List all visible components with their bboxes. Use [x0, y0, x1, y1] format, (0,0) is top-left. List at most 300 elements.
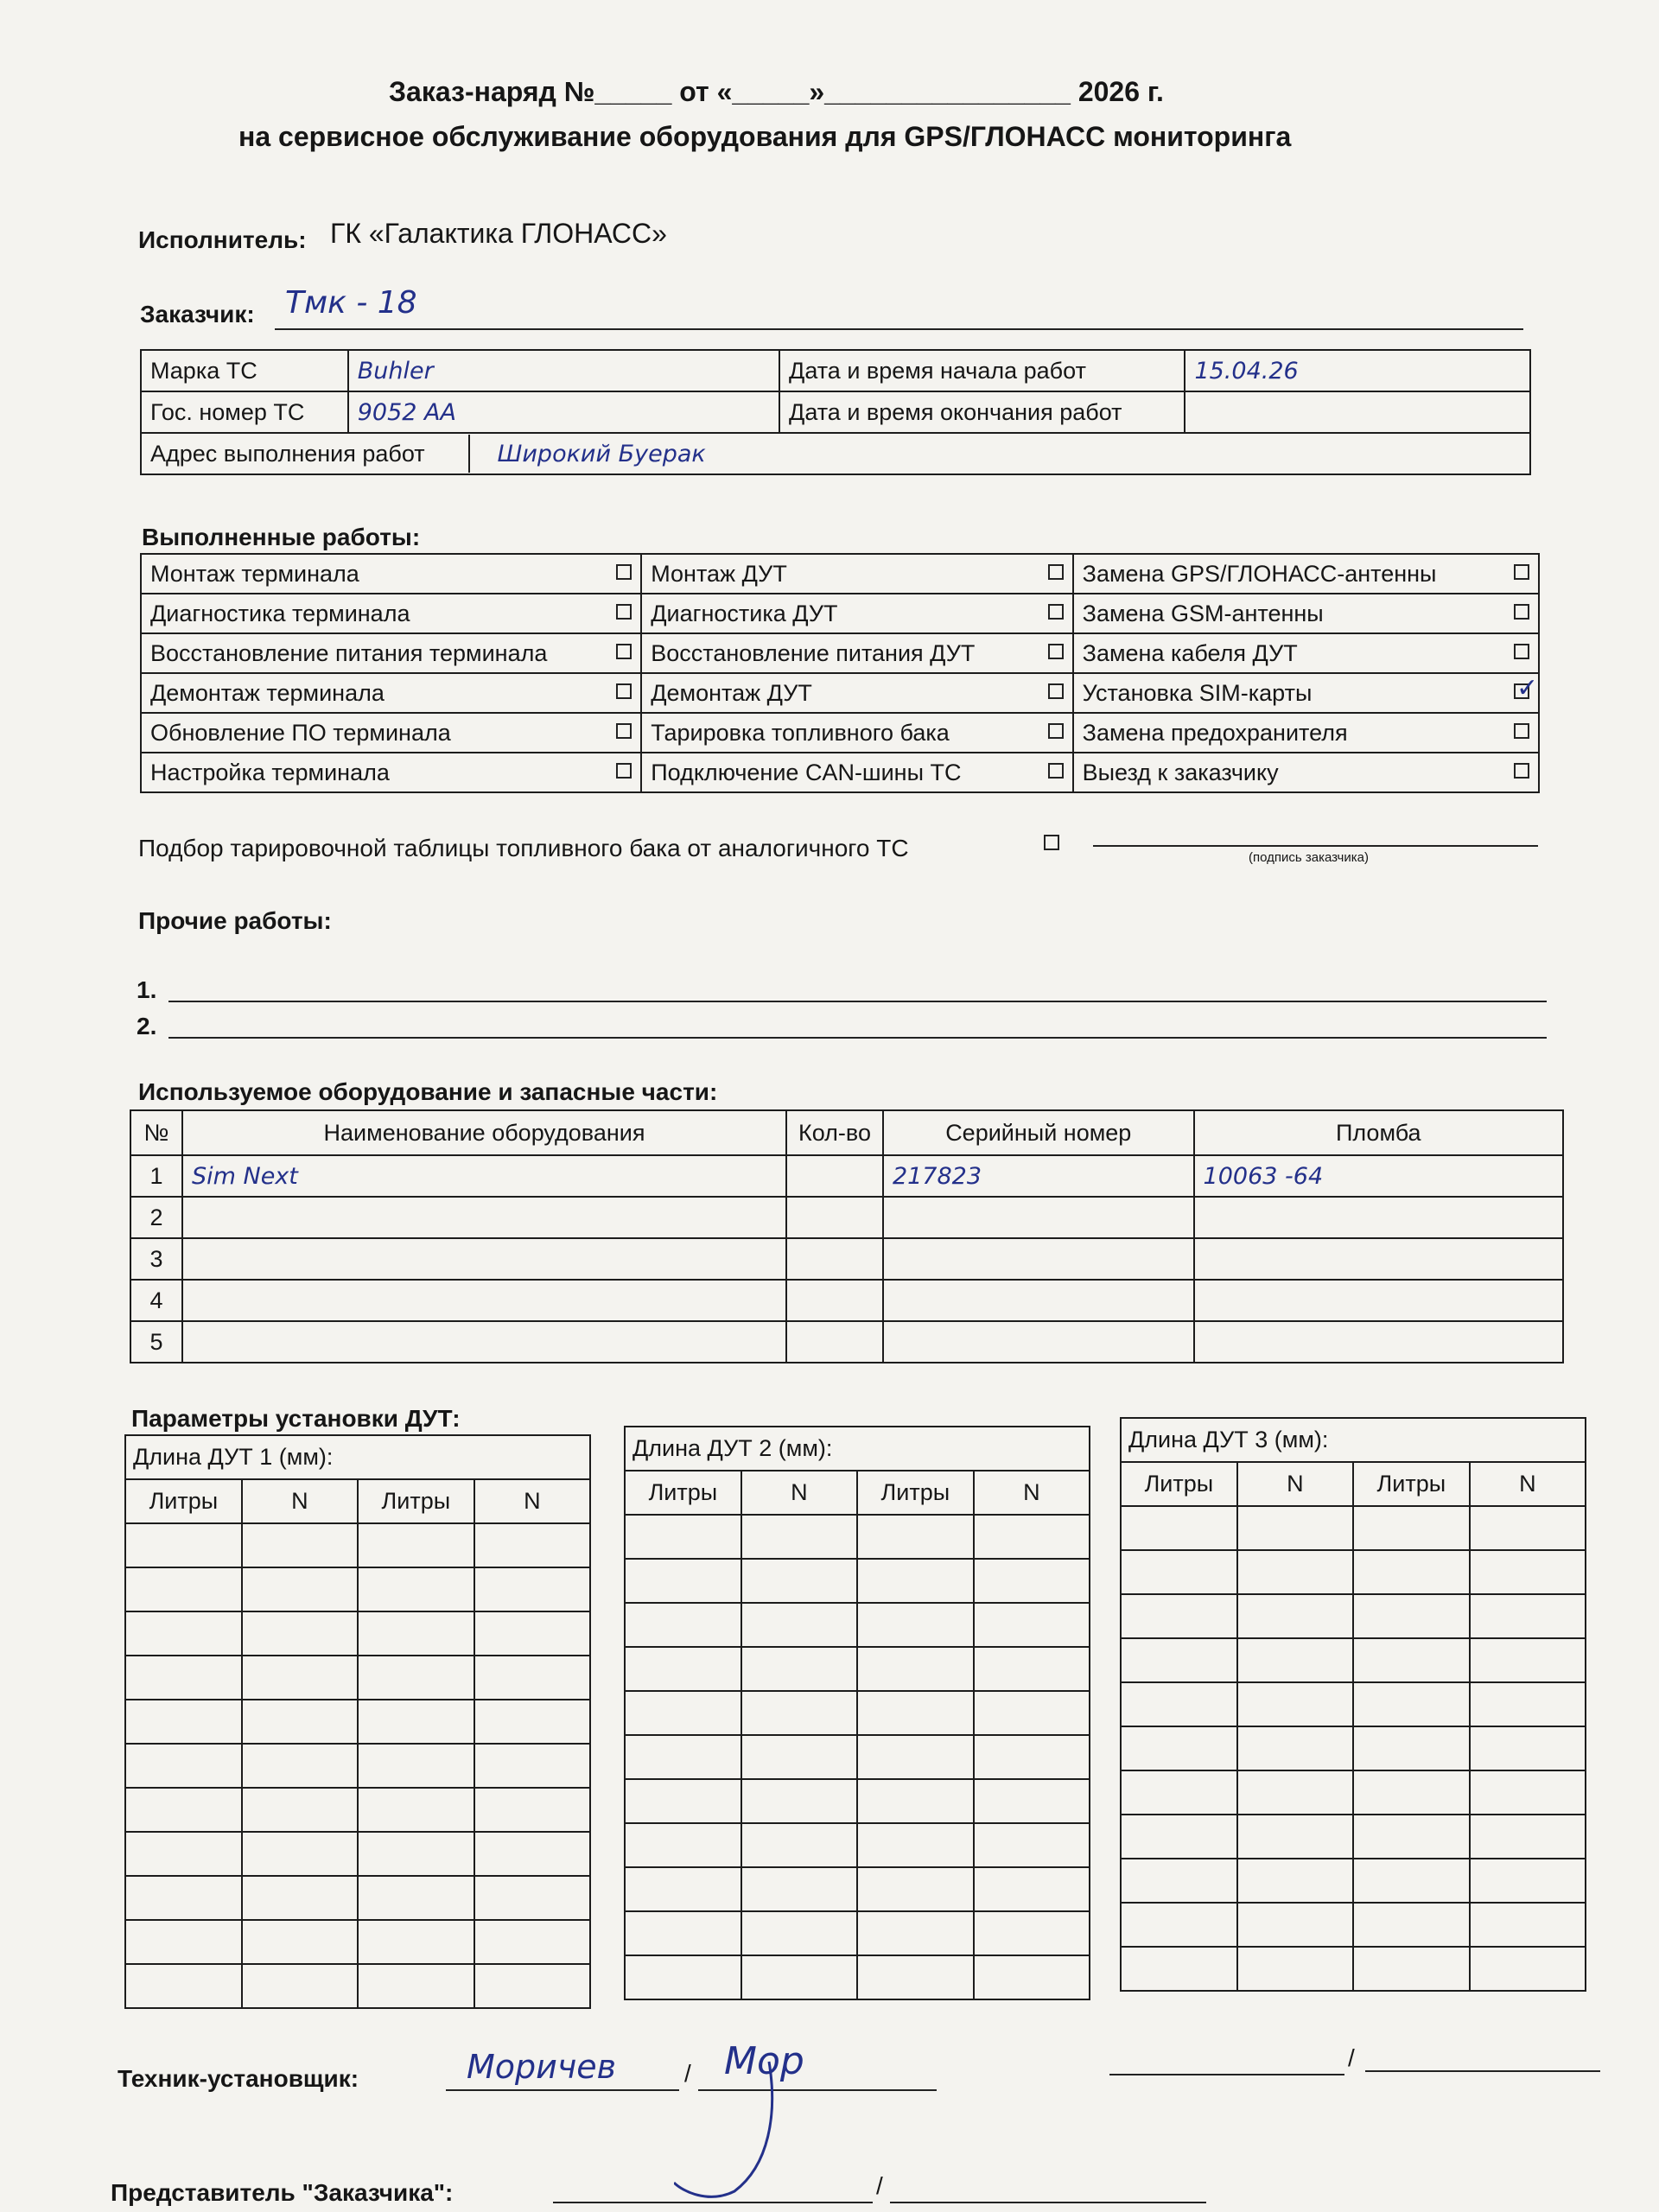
equipment-cell	[883, 1238, 1194, 1280]
dut-cell	[974, 1911, 1090, 1955]
dut-cell	[1470, 1903, 1586, 1947]
equipment-cell: 4	[130, 1280, 182, 1321]
dut-row	[625, 1603, 1090, 1647]
blank-line-1	[1109, 2074, 1344, 2075]
dut-cell	[741, 1823, 857, 1867]
work-item-label: Монтаж ДУТ	[651, 560, 787, 587]
dut-header-cell: Литры	[358, 1479, 474, 1523]
dut-cell	[242, 1964, 358, 2008]
dut-cell	[741, 1779, 857, 1823]
address-value: Широкий Буерак	[497, 441, 706, 467]
dut-cell	[242, 1523, 358, 1567]
dut-header-cell: Литры	[125, 1479, 242, 1523]
address-row	[141, 433, 1530, 474]
work-item-checkbox[interactable]	[1048, 763, 1064, 779]
dut-row	[125, 1788, 590, 1832]
dut-cell	[625, 1779, 741, 1823]
dut-cell	[358, 1744, 474, 1788]
work-item-checkbox[interactable]	[1048, 604, 1064, 620]
work-item-label: Диагностика терминала	[150, 600, 410, 626]
dut-cell	[358, 1964, 474, 2008]
dut-cell	[1470, 1550, 1586, 1594]
dut-cell	[625, 1867, 741, 1911]
dut-cell	[1353, 1859, 1470, 1903]
dut-cell	[1470, 1726, 1586, 1770]
dut-cell	[974, 1515, 1090, 1559]
dut-cell	[974, 1647, 1090, 1691]
dut-row	[1121, 1815, 1586, 1859]
dut-caption-row	[1121, 1418, 1586, 1462]
dut-cell	[625, 1603, 741, 1647]
work-item	[641, 713, 1072, 753]
dut-cell	[1121, 1550, 1237, 1594]
dut-row	[125, 1744, 590, 1788]
work-item-checkbox[interactable]	[1514, 723, 1529, 739]
work-item	[141, 673, 641, 713]
dut-row	[625, 1559, 1090, 1603]
dut-row	[625, 1735, 1090, 1779]
work-item	[1073, 673, 1539, 713]
work-item-label: Восстановление питания терминала	[150, 639, 548, 666]
dut-cell	[1237, 1638, 1353, 1682]
dut-cell	[625, 1823, 741, 1867]
work-item-label: Тарировка топливного бака	[651, 719, 950, 746]
dut-cell	[125, 1920, 242, 1964]
dut-cell	[242, 1920, 358, 1964]
equipment-row	[130, 1280, 1563, 1321]
dut-cell	[1470, 1770, 1586, 1815]
dut-cell	[1353, 1682, 1470, 1726]
dut-header-cell: Литры	[1121, 1462, 1237, 1506]
dut-cell	[1470, 1815, 1586, 1859]
dut-cell	[1237, 1859, 1353, 1903]
work-item	[641, 673, 1072, 713]
dut-header-cell: Литры	[625, 1471, 741, 1515]
dut-row	[125, 1523, 590, 1567]
equipment-cell: 3	[130, 1238, 182, 1280]
dut-row	[625, 1779, 1090, 1823]
dut-cell	[125, 1832, 242, 1876]
works-table	[140, 553, 1540, 793]
work-item-checkbox[interactable]	[616, 604, 632, 620]
doc-title-line1: Заказ-наряд №_____ от «_____»________________ 2026 г.	[389, 76, 1164, 107]
other-item-2: 2.	[137, 1013, 157, 1039]
dut-cell	[358, 1656, 474, 1700]
dut-cell	[625, 1735, 741, 1779]
dut-row	[1121, 1947, 1586, 1991]
dut-cell	[741, 1559, 857, 1603]
work-item-label: Восстановление питания ДУТ	[651, 639, 976, 666]
dut-header-cell: N	[974, 1471, 1090, 1515]
doc-title-line2: на сервисное обслуживание оборудования для GPS/ГЛОНАСС мониторинга	[238, 121, 1292, 152]
dut-cell	[125, 1656, 242, 1700]
dut-cell	[741, 1955, 857, 1999]
dut-cell	[857, 1867, 974, 1911]
dut-row	[625, 1647, 1090, 1691]
dut-cell	[741, 1515, 857, 1559]
work-item-checkbox[interactable]	[1514, 763, 1529, 779]
address-label: Адрес выполнения работ	[142, 435, 470, 473]
dut-cell	[857, 1823, 974, 1867]
dut-cell	[1237, 1682, 1353, 1726]
dut-row	[125, 1964, 590, 2008]
dut-cell	[741, 1691, 857, 1735]
work-item-checkbox[interactable]	[1048, 564, 1064, 580]
work-item-checkbox[interactable]	[616, 564, 632, 580]
dut-cell	[974, 1779, 1090, 1823]
tech-sign: Мор	[724, 2039, 804, 2083]
dut-caption: Длина ДУТ 1 (мм):	[125, 1435, 590, 1479]
dut-cell	[1470, 1947, 1586, 1991]
dut-row	[125, 1920, 590, 1964]
dut-cell	[1237, 1594, 1353, 1638]
dut-header-cell: Литры	[1353, 1462, 1470, 1506]
dut-cell	[242, 1876, 358, 1920]
dut-cell	[857, 1647, 974, 1691]
dut-cell	[625, 1911, 741, 1955]
works-row	[141, 594, 1539, 633]
dut-cell	[857, 1955, 974, 1999]
dut-cell	[741, 1867, 857, 1911]
equipment-cell	[182, 1238, 786, 1280]
vehicle-table	[140, 349, 1531, 475]
dut-cell	[1470, 1682, 1586, 1726]
equipment-cell	[786, 1280, 883, 1321]
equipment-row	[130, 1321, 1563, 1363]
works-row	[141, 753, 1539, 792]
plate-label: Гос. номер ТС	[141, 391, 348, 433]
work-item	[1073, 554, 1539, 594]
dut-cell	[974, 1603, 1090, 1647]
dut-cell	[625, 1691, 741, 1735]
equipment-cell	[182, 1280, 786, 1321]
calib-checkbox[interactable]	[1044, 835, 1059, 850]
work-item-checkbox[interactable]	[1514, 644, 1529, 659]
equipment-cell	[786, 1321, 883, 1363]
dut-cell	[974, 1691, 1090, 1735]
dut-cell	[625, 1559, 741, 1603]
dut-cell	[1237, 1947, 1353, 1991]
customer-sign-caption: (подпись заказчика)	[1249, 850, 1369, 865]
dut-cell	[857, 1691, 974, 1735]
work-item	[1073, 753, 1539, 792]
dut-cell	[242, 1700, 358, 1744]
dut-cell	[741, 1735, 857, 1779]
start-label: Дата и время начала работ	[779, 350, 1185, 391]
work-item-label: Демонтаж терминала	[150, 679, 385, 706]
dut-row	[125, 1832, 590, 1876]
dut-table-3	[1120, 1417, 1586, 1992]
equipment-cell: 10063 -64	[1194, 1155, 1563, 1197]
customer-label: Заказчик:	[140, 301, 255, 327]
work-item-label: Выезд к заказчику	[1082, 759, 1279, 785]
dut-header-cell: N	[1237, 1462, 1353, 1506]
work-item-checkbox[interactable]	[616, 763, 632, 779]
brand-value: Buhler	[348, 350, 779, 391]
dut-row	[625, 1955, 1090, 1999]
equipment-cell	[1194, 1197, 1563, 1238]
dut-cell	[125, 1744, 242, 1788]
equipment-title: Используемое оборудование и запасные части:	[138, 1078, 718, 1105]
dut-cell	[1121, 1506, 1237, 1550]
dut-cell	[857, 1603, 974, 1647]
dut-cell	[358, 1611, 474, 1656]
customer-sign-line	[1093, 845, 1538, 847]
dut-cell	[242, 1567, 358, 1611]
dut-cell	[474, 1788, 590, 1832]
work-item-checkbox[interactable]	[616, 644, 632, 659]
dut-row	[125, 1876, 590, 1920]
dut-cell	[974, 1735, 1090, 1779]
dut-cell	[1121, 1815, 1237, 1859]
calib-label: Подбор тарировочной таблицы топливного бака от аналогичного ТС	[138, 835, 909, 861]
equipment-header-cell: Пломба	[1194, 1110, 1563, 1155]
dut-cell	[974, 1559, 1090, 1603]
dut-cell	[125, 1567, 242, 1611]
plate-value: 9052 АА	[348, 391, 779, 433]
dut-header-cell: N	[741, 1471, 857, 1515]
other-line-1	[168, 1001, 1547, 1002]
dut-cell	[474, 1920, 590, 1964]
dut-header-row	[1121, 1462, 1586, 1506]
work-item-checkbox[interactable]	[616, 683, 632, 699]
dut-cell	[358, 1920, 474, 1964]
dut-cell	[857, 1735, 974, 1779]
dut-cell	[1121, 1594, 1237, 1638]
work-item-label: Диагностика ДУТ	[651, 600, 838, 626]
dut-row	[1121, 1682, 1586, 1726]
equipment-cell	[786, 1238, 883, 1280]
equipment-cell: 217823	[883, 1155, 1194, 1197]
dut-table-2	[624, 1426, 1090, 2000]
dut-cell	[474, 1964, 590, 2008]
dut-cell	[1121, 1638, 1237, 1682]
tech-name-line	[446, 2089, 679, 2091]
dut-cell	[242, 1656, 358, 1700]
work-item-label: Установка SIM-карты	[1082, 679, 1313, 706]
equipment-cell	[1194, 1321, 1563, 1363]
dut-row	[125, 1656, 590, 1700]
dut-cell	[474, 1523, 590, 1567]
work-item-checkbox[interactable]	[616, 723, 632, 739]
dut-cell	[242, 1611, 358, 1656]
works-row	[141, 633, 1539, 673]
dut-header-cell: Литры	[857, 1471, 974, 1515]
dut-cell	[1121, 1726, 1237, 1770]
dut-cell	[358, 1876, 474, 1920]
work-item	[1073, 633, 1539, 673]
dut-cell	[1353, 1638, 1470, 1682]
work-item	[141, 554, 641, 594]
rep-slash: /	[876, 2172, 883, 2199]
dut-row	[1121, 1903, 1586, 1947]
dut-cell	[242, 1832, 358, 1876]
equipment-cell	[1194, 1280, 1563, 1321]
dut-cell	[1237, 1815, 1353, 1859]
dut-cell	[125, 1876, 242, 1920]
dut-cell	[1237, 1770, 1353, 1815]
dut-cell	[125, 1964, 242, 2008]
executor-label: Исполнитель:	[138, 226, 307, 253]
dut-cell	[741, 1911, 857, 1955]
dut-header-cell: N	[474, 1479, 590, 1523]
dut-cell	[1121, 1859, 1237, 1903]
customer-value: Тмк - 18	[285, 285, 417, 321]
equipment-header-cell: №	[130, 1110, 182, 1155]
dut-cell	[857, 1779, 974, 1823]
other-item-1: 1.	[137, 976, 157, 1003]
dut-cell	[474, 1832, 590, 1876]
equipment-header-cell: Наименование оборудования	[182, 1110, 786, 1155]
dut-cell	[625, 1515, 741, 1559]
work-item	[641, 753, 1072, 792]
dut-cell	[125, 1700, 242, 1744]
dut-cell	[1353, 1506, 1470, 1550]
equipment-table	[130, 1109, 1564, 1363]
equipment-cell: 1	[130, 1155, 182, 1197]
dut-row	[1121, 1594, 1586, 1638]
work-item-label: Замена GPS/ГЛОНАСС-антенны	[1082, 560, 1437, 587]
dut-table-1	[124, 1434, 591, 2009]
dut-cell	[741, 1647, 857, 1691]
equipment-cell	[786, 1155, 883, 1197]
equipment-cell	[883, 1280, 1194, 1321]
dut-cell	[857, 1559, 974, 1603]
dut-cell	[1353, 1594, 1470, 1638]
dut-cell	[125, 1523, 242, 1567]
dut-cell	[625, 1647, 741, 1691]
other-title: Прочие работы:	[138, 907, 332, 934]
dut-row	[125, 1567, 590, 1611]
work-item	[141, 753, 641, 792]
work-item-checkbox[interactable]	[1048, 723, 1064, 739]
dut-cell	[358, 1788, 474, 1832]
work-item	[1073, 594, 1539, 633]
dut-cell	[1353, 1815, 1470, 1859]
dut-cell	[358, 1567, 474, 1611]
dut-cell	[1121, 1903, 1237, 1947]
dut-cell	[1121, 1947, 1237, 1991]
works-row	[141, 713, 1539, 753]
work-item-checkbox[interactable]	[1048, 644, 1064, 659]
dut-header-cell: N	[1470, 1462, 1586, 1506]
dut-cell	[1353, 1726, 1470, 1770]
dut-cell	[857, 1911, 974, 1955]
work-item	[641, 633, 1072, 673]
dut-row	[1121, 1859, 1586, 1903]
dut-row	[625, 1911, 1090, 1955]
dut-cell	[358, 1832, 474, 1876]
dut-row	[625, 1515, 1090, 1559]
tech-name: Моричев	[467, 2048, 617, 2086]
equipment-header-row	[130, 1110, 1563, 1155]
equipment-header-cell: Кол-во	[786, 1110, 883, 1155]
blank-line-2	[1365, 2070, 1600, 2072]
equipment-cell	[786, 1197, 883, 1238]
dut-cell	[474, 1876, 590, 1920]
equipment-cell	[1194, 1238, 1563, 1280]
other-line-2	[168, 1037, 1547, 1039]
dut-cell	[1353, 1947, 1470, 1991]
end-label: Дата и время окончания работ	[779, 391, 1185, 433]
work-item-label: Замена предохранителя	[1082, 719, 1348, 746]
dut-cell	[125, 1788, 242, 1832]
dut-cell	[1470, 1594, 1586, 1638]
dut-cell	[474, 1611, 590, 1656]
equipment-cell	[883, 1321, 1194, 1363]
work-item-label: Подключение CAN-шины ТС	[651, 759, 962, 785]
equipment-cell	[182, 1321, 786, 1363]
works-title: Выполненные работы:	[142, 524, 421, 550]
tech-slash: /	[684, 2060, 691, 2087]
dut-cell	[974, 1823, 1090, 1867]
brand-label: Марка ТС	[141, 350, 348, 391]
dut-cell	[474, 1700, 590, 1744]
work-item	[141, 713, 641, 753]
blank-slash: /	[1348, 2044, 1355, 2071]
equipment-row	[130, 1197, 1563, 1238]
dut-cell	[974, 1867, 1090, 1911]
dut-row	[125, 1700, 590, 1744]
dut-cell	[358, 1700, 474, 1744]
dut-cell	[1121, 1770, 1237, 1815]
work-item	[641, 554, 1072, 594]
dut-cell	[474, 1567, 590, 1611]
work-item-label: Настройка терминала	[150, 759, 390, 785]
dut-cell	[358, 1523, 474, 1567]
work-item	[141, 633, 641, 673]
equipment-cell	[182, 1197, 786, 1238]
dut-row	[625, 1867, 1090, 1911]
work-item	[141, 594, 641, 633]
dut-cell	[1470, 1859, 1586, 1903]
dut-cell	[625, 1955, 741, 1999]
tech-signature-flourish	[674, 2053, 812, 2209]
dut-caption: Длина ДУТ 3 (мм):	[1121, 1418, 1586, 1462]
customer-underline	[275, 328, 1523, 330]
dut-cell	[474, 1744, 590, 1788]
dut-cell	[1470, 1506, 1586, 1550]
rep-line-1	[553, 2202, 873, 2203]
dut-cell	[741, 1603, 857, 1647]
dut-caption-row	[625, 1427, 1090, 1471]
equipment-header-cell: Серийный номер	[883, 1110, 1194, 1155]
equipment-cell: 5	[130, 1321, 182, 1363]
equipment-cell: 2	[130, 1197, 182, 1238]
equipment-cell	[883, 1197, 1194, 1238]
dut-row	[1121, 1770, 1586, 1815]
dut-cell	[125, 1611, 242, 1656]
works-row	[141, 554, 1539, 594]
dut-row	[625, 1691, 1090, 1735]
dut-cell	[974, 1955, 1090, 1999]
dut-row	[1121, 1506, 1586, 1550]
start-value: 15.04.26	[1185, 350, 1530, 391]
dut-cell	[1237, 1903, 1353, 1947]
work-item	[1073, 713, 1539, 753]
work-item-label: Замена кабеля ДУТ	[1082, 639, 1298, 666]
work-item	[641, 594, 1072, 633]
tech-label: Техник-установщик:	[118, 2065, 359, 2092]
work-item-checkbox[interactable]	[1514, 683, 1529, 699]
dut-header-cell: N	[242, 1479, 358, 1523]
work-item-checkbox[interactable]	[1048, 683, 1064, 699]
equipment-cell: Sim Next	[182, 1155, 786, 1197]
work-item-checkbox[interactable]	[1514, 564, 1529, 580]
works-row	[141, 673, 1539, 713]
dut-row	[1121, 1726, 1586, 1770]
work-item-checkbox[interactable]	[1514, 604, 1529, 620]
